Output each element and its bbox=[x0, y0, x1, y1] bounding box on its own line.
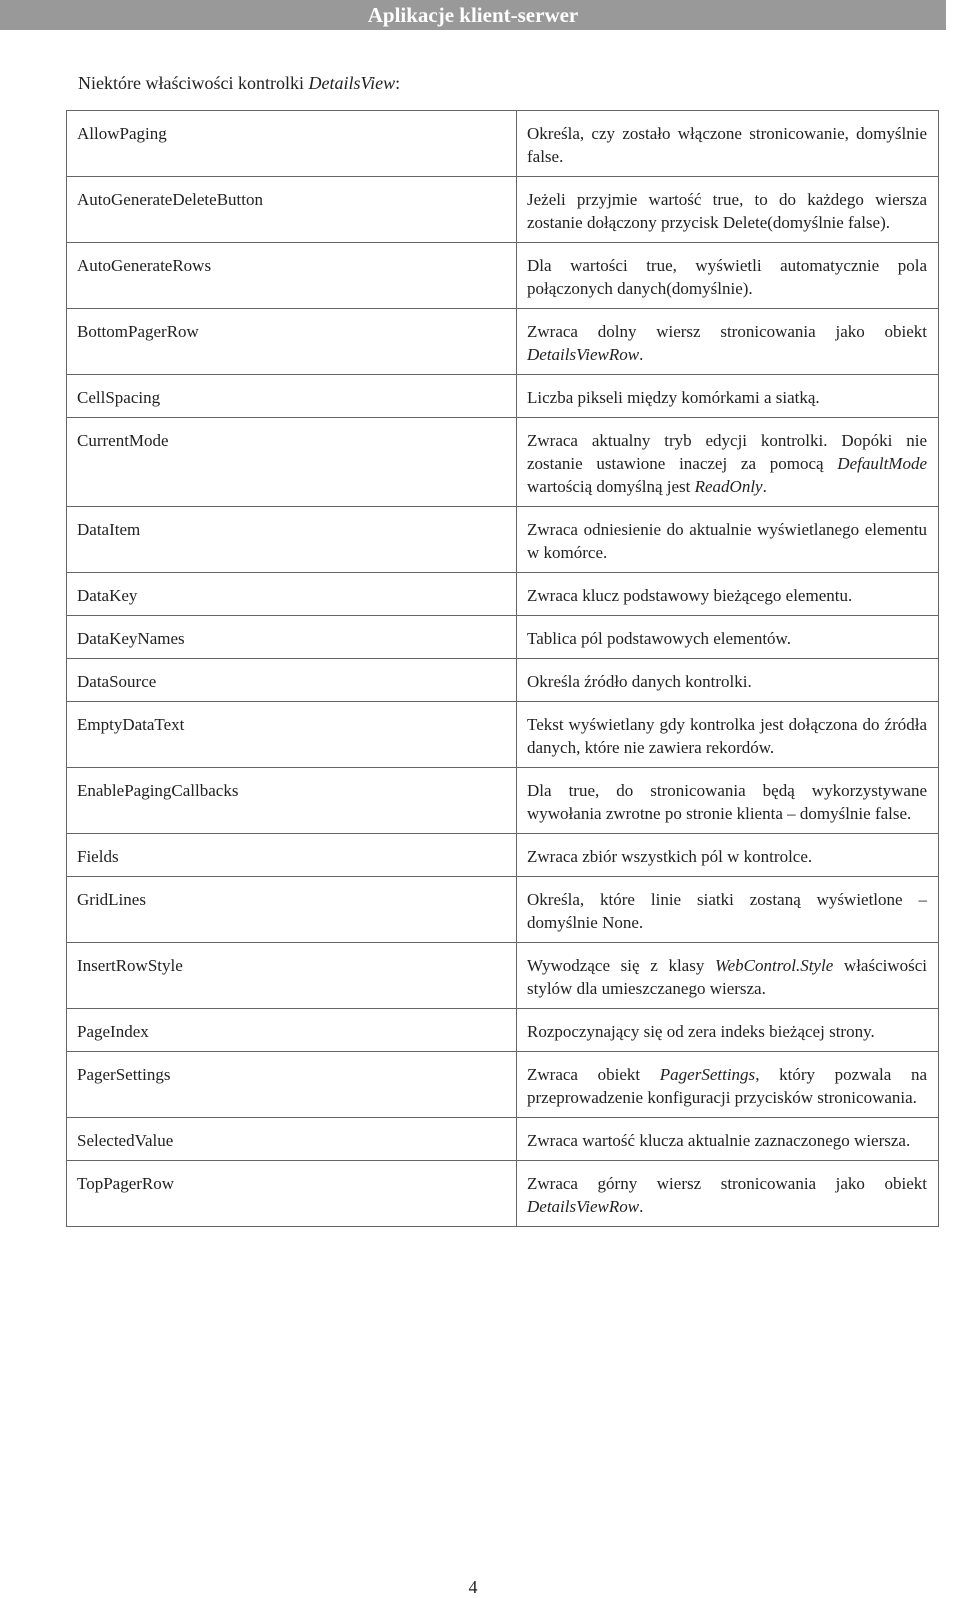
description-text: Zwraca wartość klucza aktualnie zaznaczonego wiersza. bbox=[527, 1131, 911, 1150]
table-row bbox=[67, 1118, 939, 1161]
description-italic-term: WebControl.Style bbox=[715, 956, 834, 975]
property-name: EnablePagingCallbacks bbox=[67, 768, 517, 834]
table-row bbox=[67, 418, 939, 507]
property-name: DataKey bbox=[67, 573, 517, 616]
property-name: DataItem bbox=[67, 507, 517, 573]
table-row bbox=[67, 111, 939, 177]
property-name: SelectedValue bbox=[67, 1118, 517, 1161]
property-name: DataSource bbox=[67, 659, 517, 702]
table-row bbox=[67, 177, 939, 243]
description-text: Zwraca aktualny tryb edycji kontrolki. Dopóki nie zostanie ustawione inaczej za pomocą bbox=[527, 431, 927, 473]
description-italic-term: DefaultMode bbox=[837, 454, 927, 473]
property-description bbox=[517, 702, 939, 768]
property-description bbox=[517, 309, 939, 375]
description-text: Liczba pikseli między komórkami a siatką. bbox=[527, 388, 820, 407]
property-description bbox=[517, 111, 939, 177]
description-italic-term: PagerSettings bbox=[659, 1065, 756, 1084]
property-description bbox=[517, 834, 939, 877]
description-italic-term: ReadOnly bbox=[694, 477, 763, 496]
property-description bbox=[517, 1009, 939, 1052]
property-name: CurrentMode bbox=[67, 418, 517, 507]
description-text: . bbox=[762, 477, 767, 496]
description-text: Jeżeli przyjmie wartość true, to do każdego wiersza zostanie dołączony przycisk Delete(domyślnie false). bbox=[527, 190, 927, 232]
property-name: EmptyDataText bbox=[67, 702, 517, 768]
property-description bbox=[517, 177, 939, 243]
intro-text: Niektóre właściwości kontrolki DetailsView: bbox=[78, 73, 401, 93]
description-text: Wywodzące się z klasy bbox=[527, 956, 716, 975]
property-description bbox=[517, 616, 939, 659]
property-description bbox=[517, 507, 939, 573]
description-text: Określa, czy zostało włączone stronicowanie, domyślnie false. bbox=[527, 124, 927, 166]
description-text: Tablica pól podstawowych elementów. bbox=[527, 629, 791, 648]
table-row bbox=[67, 943, 939, 1009]
description-text: . bbox=[639, 345, 644, 364]
properties-table bbox=[66, 110, 939, 1227]
property-description bbox=[517, 1118, 939, 1161]
description-text: Zwraca górny wiersz stronicowania jako obiekt bbox=[527, 1174, 927, 1193]
property-description bbox=[517, 375, 939, 418]
property-name: PagerSettings bbox=[67, 1052, 517, 1118]
intro-control-name: DetailsView bbox=[308, 73, 396, 93]
description-text: Tekst wyświetlany gdy kontrolka jest dołączona do źródła danych, które nie zawiera rekordów. bbox=[527, 715, 927, 757]
description-text: Określa źródło danych kontrolki. bbox=[527, 672, 752, 691]
description-text: Dla true, do stronicowania będą wykorzystywane wywołania zwrotne po stronie klienta – domyślnie false. bbox=[527, 781, 927, 823]
description-text: . bbox=[639, 1197, 644, 1216]
description-text: Zwraca odniesienie do aktualnie wyświetlanego elementu w komórce. bbox=[527, 520, 927, 562]
table-row bbox=[67, 659, 939, 702]
table-row bbox=[67, 616, 939, 659]
table-row bbox=[67, 1009, 939, 1052]
property-description bbox=[517, 943, 939, 1009]
property-name: AutoGenerateDeleteButton bbox=[67, 177, 517, 243]
table-row bbox=[67, 375, 939, 418]
description-italic-term: DetailsViewRow bbox=[527, 345, 640, 364]
property-description bbox=[517, 1052, 939, 1118]
property-description bbox=[517, 877, 939, 943]
property-description bbox=[517, 768, 939, 834]
property-description bbox=[517, 243, 939, 309]
description-text: Zwraca klucz podstawowy bieżącego elementu. bbox=[527, 586, 853, 605]
property-name: DataKeyNames bbox=[67, 616, 517, 659]
table-row bbox=[67, 573, 939, 616]
table-row bbox=[67, 1161, 939, 1227]
property-name: PageIndex bbox=[67, 1009, 517, 1052]
table-row bbox=[67, 1052, 939, 1118]
description-text: Określa, które linie siatki zostaną wyświetlone – domyślnie None. bbox=[527, 890, 927, 932]
table-row bbox=[67, 834, 939, 877]
table-row bbox=[67, 877, 939, 943]
table-row bbox=[67, 768, 939, 834]
property-name: BottomPagerRow bbox=[67, 309, 517, 375]
description-italic-term: DetailsViewRow bbox=[527, 1197, 640, 1216]
table-row bbox=[67, 243, 939, 309]
property-name: GridLines bbox=[67, 877, 517, 943]
property-name: InsertRowStyle bbox=[67, 943, 517, 1009]
property-name: TopPagerRow bbox=[67, 1161, 517, 1227]
property-description bbox=[517, 573, 939, 616]
property-description bbox=[517, 418, 939, 507]
description-text: Dla wartości true, wyświetli automatycznie pola połączonych danych(domyślnie). bbox=[527, 256, 927, 298]
page-header: Aplikacje klient-serwer bbox=[0, 0, 946, 30]
description-text: wartością domyślną jest bbox=[527, 477, 695, 496]
description-text: właściwości stylów dla umieszczanego wiersza. bbox=[527, 956, 928, 998]
table-row bbox=[67, 702, 939, 768]
property-name: Fields bbox=[67, 834, 517, 877]
property-name: AllowPaging bbox=[67, 111, 517, 177]
table-row bbox=[67, 309, 939, 375]
description-text: Rozpoczynający się od zera indeks bieżącej strony. bbox=[527, 1022, 875, 1041]
property-description bbox=[517, 659, 939, 702]
property-description bbox=[517, 1161, 939, 1227]
description-text: Zwraca zbiór wszystkich pól w kontrolce. bbox=[527, 847, 813, 866]
description-text: , który pozwala na przeprowadzenie konfiguracji przycisków stronicowania. bbox=[527, 1065, 928, 1107]
description-text: Zwraca dolny wiersz stronicowania jako obiekt bbox=[527, 322, 927, 341]
property-name: AutoGenerateRows bbox=[67, 243, 517, 309]
property-name: CellSpacing bbox=[67, 375, 517, 418]
table-row bbox=[67, 507, 939, 573]
description-text: Zwraca obiekt bbox=[527, 1065, 660, 1084]
page-number: 4 bbox=[468, 1577, 478, 1597]
